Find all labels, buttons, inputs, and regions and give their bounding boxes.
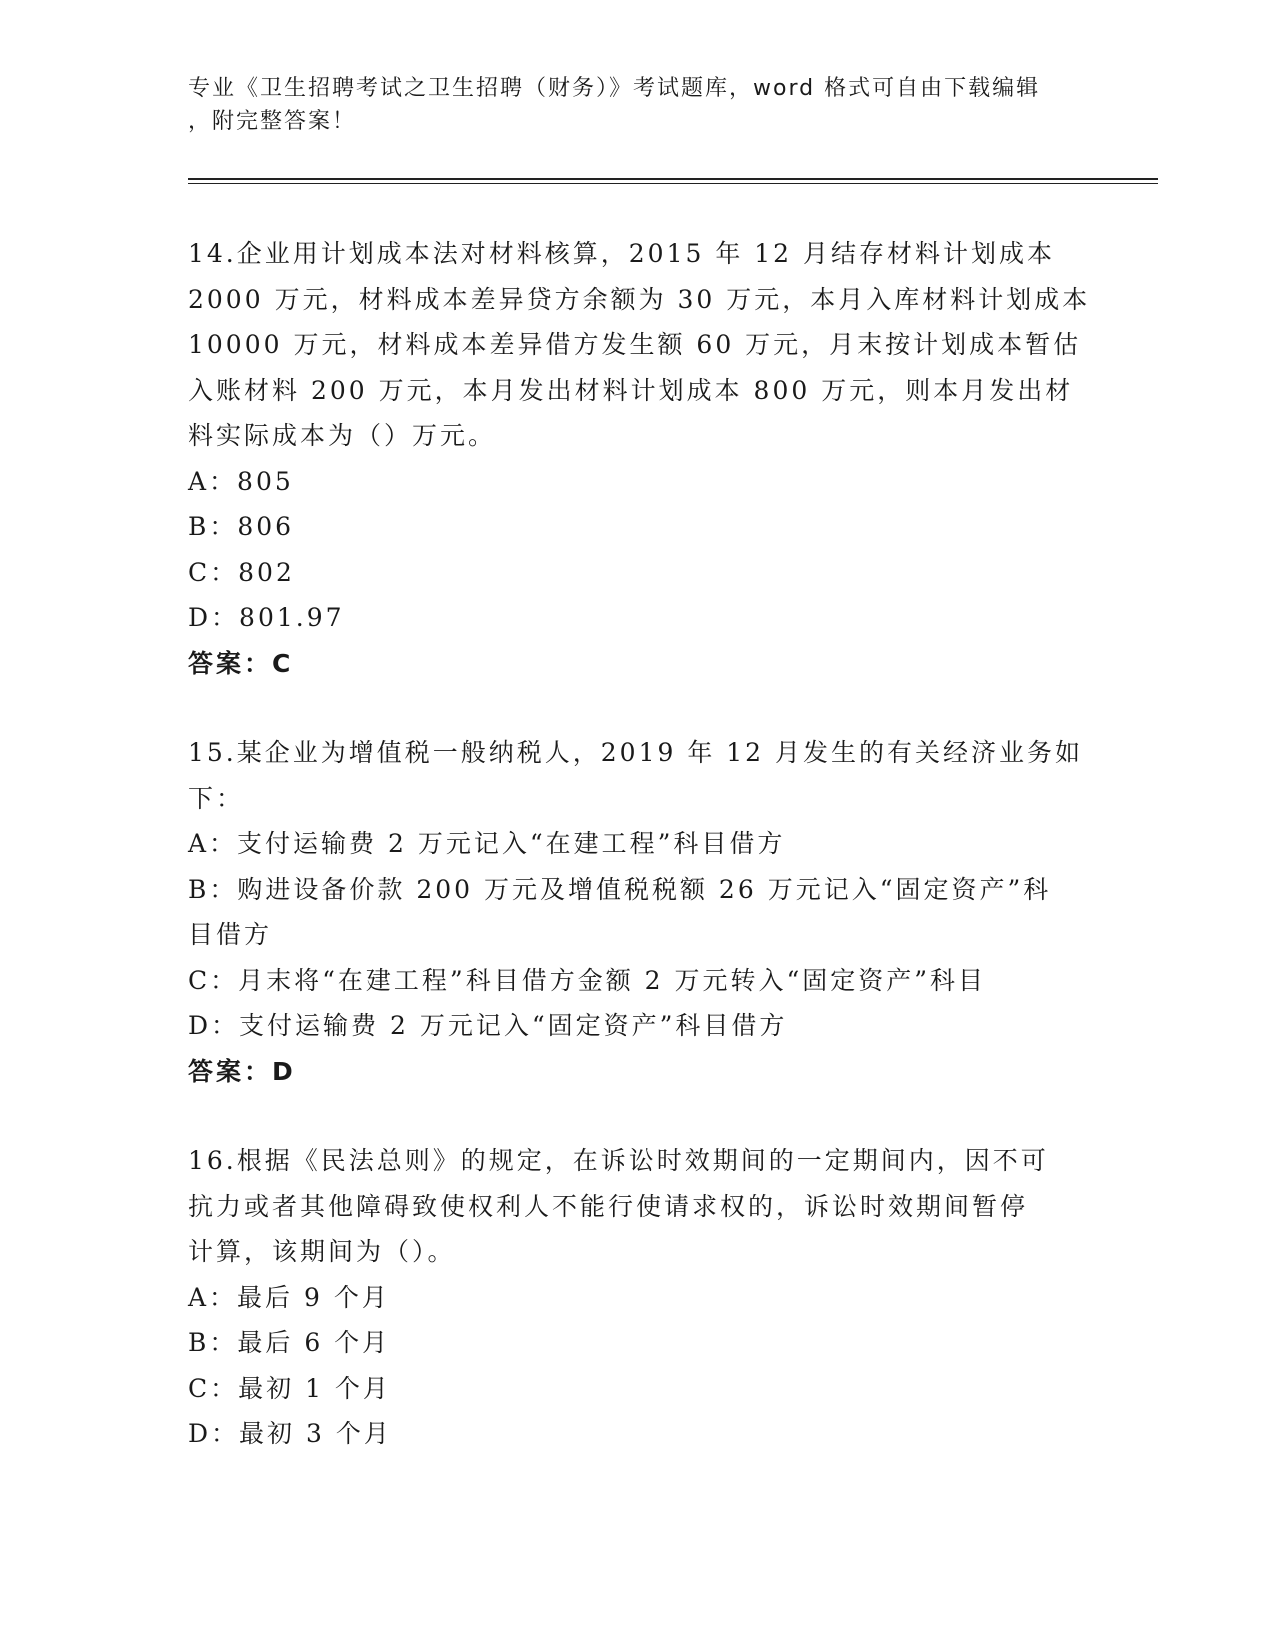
header-line-1: 专业《卫生招聘考试之卫生招聘（财务）》考试题库，word 格式可自由下载编辑: [188, 76, 1041, 101]
option-a: A：支付运输费 2 万元记入“在建工程”科目借方: [188, 829, 786, 858]
option-b: B：806: [188, 512, 295, 541]
option-d: D：支付运输费 2 万元记入“固定资产”科目借方: [188, 1011, 788, 1040]
option-d: D：最初 3 个月: [188, 1419, 392, 1448]
question-stem-line: 16.根据《民法总则》的规定，在诉讼时效期间的一定期间内，因不可: [188, 1146, 1049, 1175]
option-b-continued: 目借方: [188, 920, 273, 949]
question-spacer: [188, 1094, 1088, 1138]
option-c: C：802: [188, 557, 295, 587]
page-header: [188, 72, 1068, 138]
option-c: C：月末将“在建工程”科目借方金额 2 万元转入“固定资产”科目: [188, 965, 987, 995]
option-d: D：801.97: [188, 603, 345, 632]
option-c: C：最初 1 个月: [188, 1373, 391, 1403]
question-15: [188, 730, 1088, 1094]
question-stem-line: 2000 万元，材料成本差异贷方余额为 30 万元，本月入库材料计划成本: [188, 284, 1091, 314]
question-stem-line: 抗力或者其他障碍致使权利人不能行使请求权的，诉讼时效期间暂停: [188, 1191, 1029, 1221]
header-rule-thick: [188, 178, 1158, 180]
question-spacer: [188, 686, 1088, 730]
question-stem-line: 15.某企业为增值税一般纳税人，2019 年 12 月发生的有关经济业务如: [188, 738, 1084, 767]
header-line-2: ，附完整答案！: [188, 109, 357, 134]
answer-line: 答案：C: [188, 648, 294, 678]
question-stem-line: 10000 万元，材料成本差异借方发生额 60 万元，月末按计划成本暂估: [188, 330, 1082, 359]
question-stem-line: 计算，该期间为（）。: [188, 1237, 456, 1266]
option-b: B：最后 6 个月: [188, 1328, 391, 1357]
option-a: A：805: [188, 466, 294, 496]
question-stem-line: 14.企业用计划成本法对材料核算，2015 年 12 月结存材料计划成本: [188, 239, 1056, 268]
header-rule-thin: [188, 183, 1158, 184]
option-a: A：最后 9 个月: [188, 1282, 390, 1312]
question-stem-line: 料实际成本为（）万元。: [188, 421, 497, 450]
question-16: [188, 1138, 1088, 1457]
question-14: [188, 231, 1091, 686]
option-b: B：购进设备价款 200 万元及增值税税额 26 万元记入“固定资产”科: [188, 874, 1052, 904]
question-stem-line: 入账材料 200 万元，本月发出材料计划成本 800 万元，则本月发出材: [188, 375, 1074, 405]
answer-line: 答案：D: [188, 1056, 296, 1086]
question-list: [188, 231, 1091, 1457]
question-stem-line: 下：: [188, 783, 245, 813]
